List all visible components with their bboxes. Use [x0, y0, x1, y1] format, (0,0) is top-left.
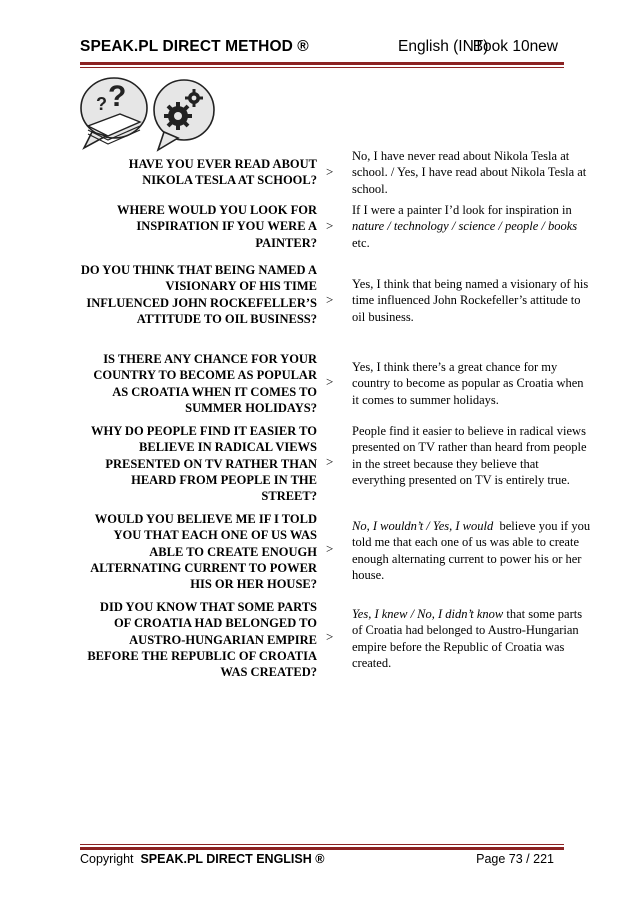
- arrow: >: [326, 541, 334, 556]
- answer: People find it easier to believe in radical views presented on TV rather than heard from people in the street because they believe that everything presented on TV is entirely true.: [352, 424, 587, 487]
- page-footer: [80, 852, 564, 872]
- answer: No, I wouldn’t / Yes, I would believe you if you told me that each one of us was able to create enough alternating current to power his or her house.: [352, 519, 594, 582]
- question: DO YOU THINK THAT BEING NAMED A VISIONARY OF HIS TIME INFLUENCED JOHN ROCKEFELLER’S ATTITUDE TO OIL BUSINESS?: [80, 263, 317, 326]
- icon-group: [78, 74, 228, 154]
- question: WOULD YOU BELIEVE ME IF I TOLD YOU THAT EACH ONE OF US WAS ABLE TO CREATE ENOUGH ALTERNATING CURRENT TO POWER HIS OR HER HOUSE?: [90, 512, 317, 592]
- arrow: >: [326, 218, 334, 233]
- header-brand: SPEAK.PL DIRECT METHOD ®: [80, 38, 309, 55]
- arrow: >: [326, 164, 334, 179]
- arrow: >: [326, 292, 334, 307]
- header-level: English (INT): [398, 38, 489, 55]
- page-number: Page 73 / 221: [476, 852, 554, 866]
- arrow: >: [326, 454, 334, 469]
- page-header: [80, 36, 560, 60]
- header-rule: [80, 62, 564, 68]
- answer: Yes, I think that being named a visionary of his time influenced John Rockefeller’s attitude to oil business.: [352, 277, 589, 324]
- question: DID YOU KNOW THAT SOME PARTS OF CROATIA HAD BELONGED TO AUSTRO-HUNGARIAN EMPIRE BEFORE THE REPUBLIC OF CROATIA WAS CREATED?: [87, 600, 317, 680]
- svg-text:?: ?: [108, 80, 127, 113]
- arrow: >: [326, 374, 334, 389]
- gears-speech-icon: [154, 80, 214, 150]
- answer: Yes, I knew / No, I didn’t know that some parts of Croatia had belonged to Austro-Hungarian empire before the Republic of Croatia was created.: [352, 607, 583, 670]
- arrow: >: [326, 629, 334, 644]
- question: IS THERE ANY CHANCE FOR YOUR COUNTRY TO BECOME AS POPULAR AS CROATIA WHEN IT COMES TO SUMMER HOLIDAYS?: [93, 352, 317, 415]
- answer: No, I have never read about Nikola Tesla at school. / Yes, I have read about Nikola Tesla at school.: [352, 149, 587, 196]
- question: WHERE WOULD YOU LOOK FOR INSPIRATION IF YOU WERE A PAINTER?: [116, 203, 317, 250]
- svg-text:?: ?: [96, 94, 107, 114]
- question: HAVE YOU EVER READ ABOUT NIKOLA TESLA AT SCHOOL?: [128, 157, 317, 188]
- header-book: Book 10new: [472, 38, 558, 55]
- answer: If I were a painter I’d look for inspiration in nature / technology / science / people / books etc.: [352, 203, 578, 250]
- question-book-icon: [81, 78, 147, 148]
- answer: Yes, I think there’s a great chance for my country to become as popular as Croatia when it comes to summer holidays.: [352, 360, 584, 407]
- footer-copyright: Copyright SPEAK.PL DIRECT ENGLISH ®: [80, 852, 325, 866]
- footer-rule: [80, 844, 564, 850]
- question: WHY DO PEOPLE FIND IT EASIER TO BELIEVE IN RADICAL VIEWS PRESENTED ON TV RATHER THAN HEARD FROM PEOPLE IN THE STREET?: [91, 424, 317, 504]
